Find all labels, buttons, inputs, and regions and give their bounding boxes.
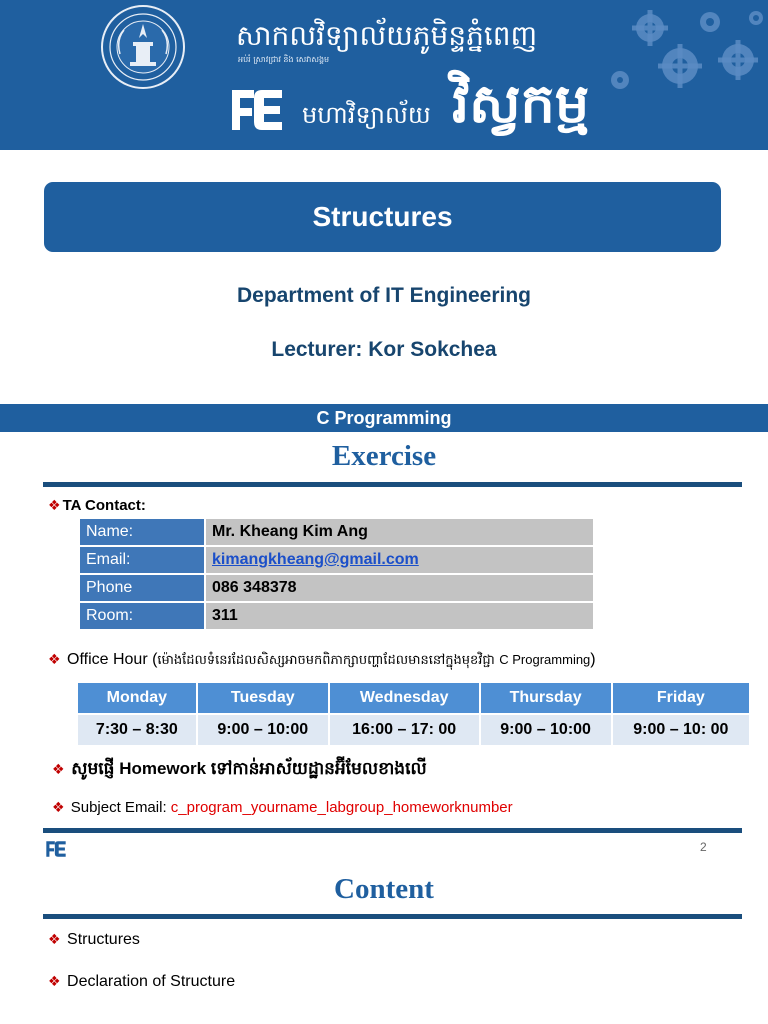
gears-decoration-icon [560, 0, 768, 110]
table-row [80, 519, 593, 545]
table-row [80, 547, 593, 573]
content-heading: Content [334, 873, 434, 905]
ta-key: Room: [80, 603, 204, 629]
time-cell: 9:00 – 10:00 [480, 714, 612, 746]
faculty-label-khmer: មហាវិទ្យាល័យ [302, 101, 431, 129]
homework-note-word: Homework [119, 759, 207, 778]
content-item: Declaration of Structure [67, 973, 236, 990]
faculty-name-khmer: វិស្វកម្ម [452, 72, 590, 135]
office-hour-course: C Programming [499, 652, 591, 667]
exercise-heading: Exercise [331, 440, 437, 472]
header-banner [0, 0, 768, 150]
slide-title: Structures [44, 182, 721, 252]
ta-email-link[interactable]: kimangkheang@gmail.com [212, 551, 419, 568]
ta-value-cell [204, 547, 593, 573]
ta-contact-table [80, 517, 593, 631]
divider [43, 914, 742, 919]
department-name: Department of IT Engineering [236, 284, 532, 307]
bullet-diamond-icon: ❖ [48, 497, 61, 513]
homework-note-pre: សូមផ្ញើ [71, 759, 115, 779]
homework-note-row [52, 758, 427, 783]
office-hour-label: Office Hour [67, 651, 148, 668]
day-header: Thursday [480, 682, 612, 714]
office-hour-row: ❖ Office Hour (ម៉ោងដែលទំនេរដែលសិស្សអាចមកពិភាក្សាបញ្ហាដែលមាននៅក្នុងមុខវិជ្ជា C Programming) [48, 651, 596, 668]
bullet-diamond-icon: ❖ [52, 799, 65, 815]
ta-value: 311 [204, 603, 593, 629]
subject-email-label: Subject Email: [70, 799, 167, 816]
list-item [48, 931, 140, 949]
list-item [48, 973, 235, 991]
bullet-diamond-icon: ❖ [48, 931, 61, 947]
divider [43, 482, 742, 487]
time-cell: 7:30 – 8:30 [77, 714, 197, 746]
time-cell: 9:00 – 10:00 [197, 714, 329, 746]
time-cell: 9:00 – 10: 00 [612, 714, 750, 746]
divider [43, 828, 742, 833]
faculty-logo-icon [226, 84, 288, 136]
day-header: Wednesday [329, 682, 480, 714]
ta-value: Mr. Kheang Kim Ang [204, 519, 593, 545]
university-motto: អប់រំ ស្រាវជ្រាវ និង សេវាសង្គម [238, 55, 330, 64]
table-header-row [77, 682, 750, 714]
subject-email-row [52, 799, 513, 816]
office-hour-table [76, 681, 751, 747]
ta-key: Name: [80, 519, 204, 545]
ta-key: Email: [80, 547, 204, 573]
page-number: 2 [700, 840, 707, 854]
day-header: Monday [77, 682, 197, 714]
bullet-diamond-icon: ❖ [52, 761, 65, 777]
bullet-diamond-icon: ❖ [48, 973, 61, 989]
faculty-logo-small-icon [44, 838, 68, 860]
ta-key: Phone [80, 575, 204, 601]
course-bar: C Programming [0, 404, 768, 432]
ta-contact-label: TA Contact: [62, 497, 146, 514]
office-hour-note: ម៉ោងដែលទំនេរដែលសិស្សអាចមកពិភាក្សាបញ្ហាដែលមាននៅក្នុងមុខវិជ្ជា [157, 653, 495, 668]
table-row [80, 575, 593, 601]
day-header: Tuesday [197, 682, 329, 714]
homework-note-post: ទៅកាន់អាស័យដ្ឋានអ៊ីមែលខាងលើ [210, 759, 427, 779]
table-row [77, 714, 750, 746]
university-name-khmer: សាកលវិទ្យាល័យភូមិន្ទភ្នំពេញ [236, 19, 538, 52]
ta-contact-label-row [48, 497, 146, 514]
university-seal-icon [100, 4, 186, 90]
content-item: Structures [67, 931, 140, 948]
table-row [80, 603, 593, 629]
day-header: Friday [612, 682, 750, 714]
ta-value: 086 348378 [204, 575, 593, 601]
time-cell: 16:00 – 17: 00 [329, 714, 480, 746]
subject-email-value: c_program_yourname_labgroup_homeworknumber [170, 799, 513, 816]
lecturer-name: Lecturer: Kor Sokchea [271, 338, 497, 361]
bullet-diamond-icon: ❖ [48, 651, 61, 667]
